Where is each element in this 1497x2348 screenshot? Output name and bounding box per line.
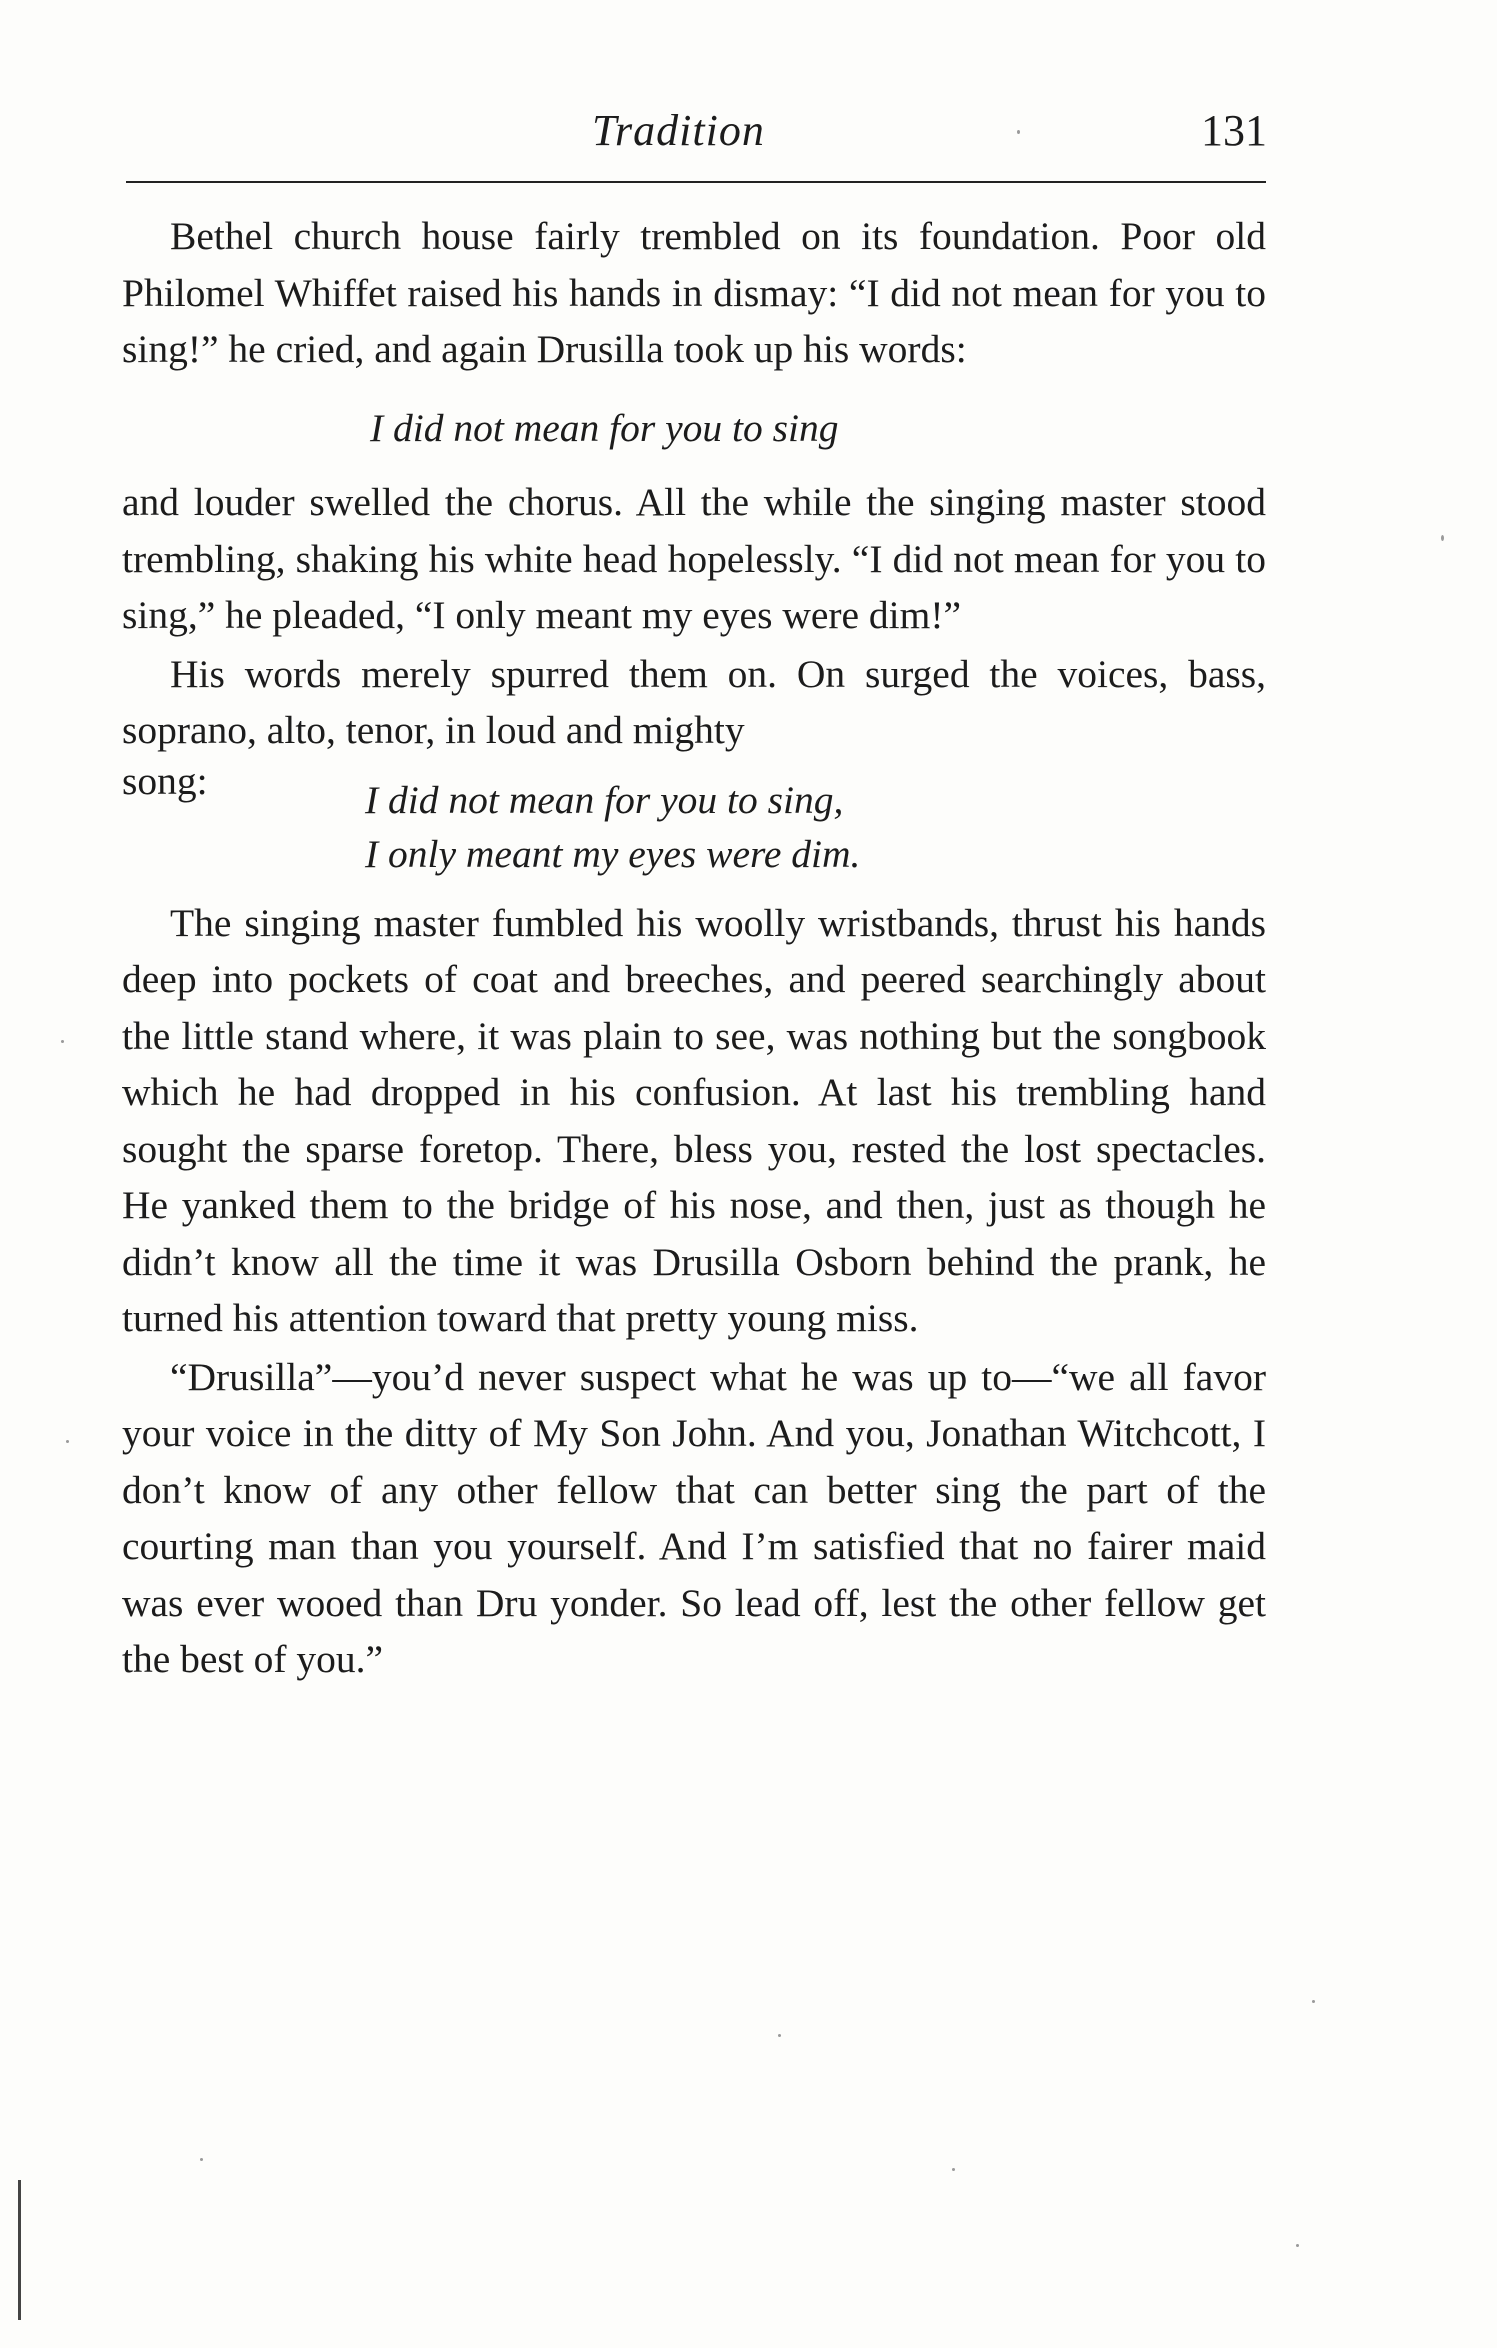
- scan-speck: [778, 2034, 781, 2037]
- scan-speck: [61, 1040, 64, 1043]
- header-rule: [126, 181, 1266, 183]
- page-number: 131: [1201, 106, 1267, 155]
- paragraph-3-end: song:: [122, 758, 208, 803]
- verse-stanza: [365, 773, 860, 881]
- paragraph-5: “Drusilla”—you’d never suspect what he was up to—“we all favor your voice in the ditty of My Son John. And you, Jonathan Witchcott, I don’t know of any other fellow that can better sing the part of the courting man than you yourself. And I’m satisfied that no fairer maid was ever wooed than Dru yonder. So lead off, lest the other fellow get the best of you.”: [122, 1354, 1266, 1681]
- verse-stanza-line-1: I did not mean for you to sing,: [365, 777, 844, 822]
- scan-speck: [66, 1440, 69, 1443]
- paragraph-3: His words merely spurred them on. On surged the voices, bass, soprano, alto, tenor, in loud and mighty: [122, 651, 1266, 752]
- scan-edge-mark: [18, 2180, 21, 2320]
- song-block: [122, 759, 1266, 875]
- scan-speck: [1017, 130, 1020, 134]
- scan-speck: [1312, 2000, 1315, 2003]
- paragraph-4: The singing master fumbled his woolly wristbands, thrust his hands deep into pockets of coat and breeches, and peered searchingly about the little stand where, it was plain to see, was nothing but the songbook which he had dropped in his confusion. At last his trembling hand sought the sparse foretop. There, bless you, rested the lost spectacles. He yanked them to the bridge of his nose, and then, just as though he didn’t know all the time it was Drusilla Osborn behind the prank, he turned his attention toward that pretty young miss.: [122, 900, 1266, 1340]
- running-title: Tradition: [592, 106, 765, 155]
- text-block: [122, 208, 1266, 1688]
- scan-speck: [952, 2168, 955, 2171]
- verse-line: I did not mean for you to sing: [370, 405, 839, 450]
- running-head: [122, 105, 1267, 165]
- scan-speck: [1296, 2244, 1299, 2247]
- verse-stanza-line-2: I only meant my eyes were dim.: [365, 831, 861, 876]
- paragraph-1: Bethel church house fairly trembled on its foundation. Poor old Philomel Whiffet raised his hands in dismay: “I did not mean for you to sing!” he cried, and again Drusilla took up his words:: [122, 214, 1266, 371]
- scan-speck: [200, 2158, 203, 2161]
- scan-speck: [1441, 535, 1444, 541]
- paragraph-2: and louder swelled the chorus. All the while the singing master stood trembling, shaking his white head hopelessly. “I did not mean for you to sing,” he pleaded, “I only meant my eyes were dim!”: [122, 480, 1266, 637]
